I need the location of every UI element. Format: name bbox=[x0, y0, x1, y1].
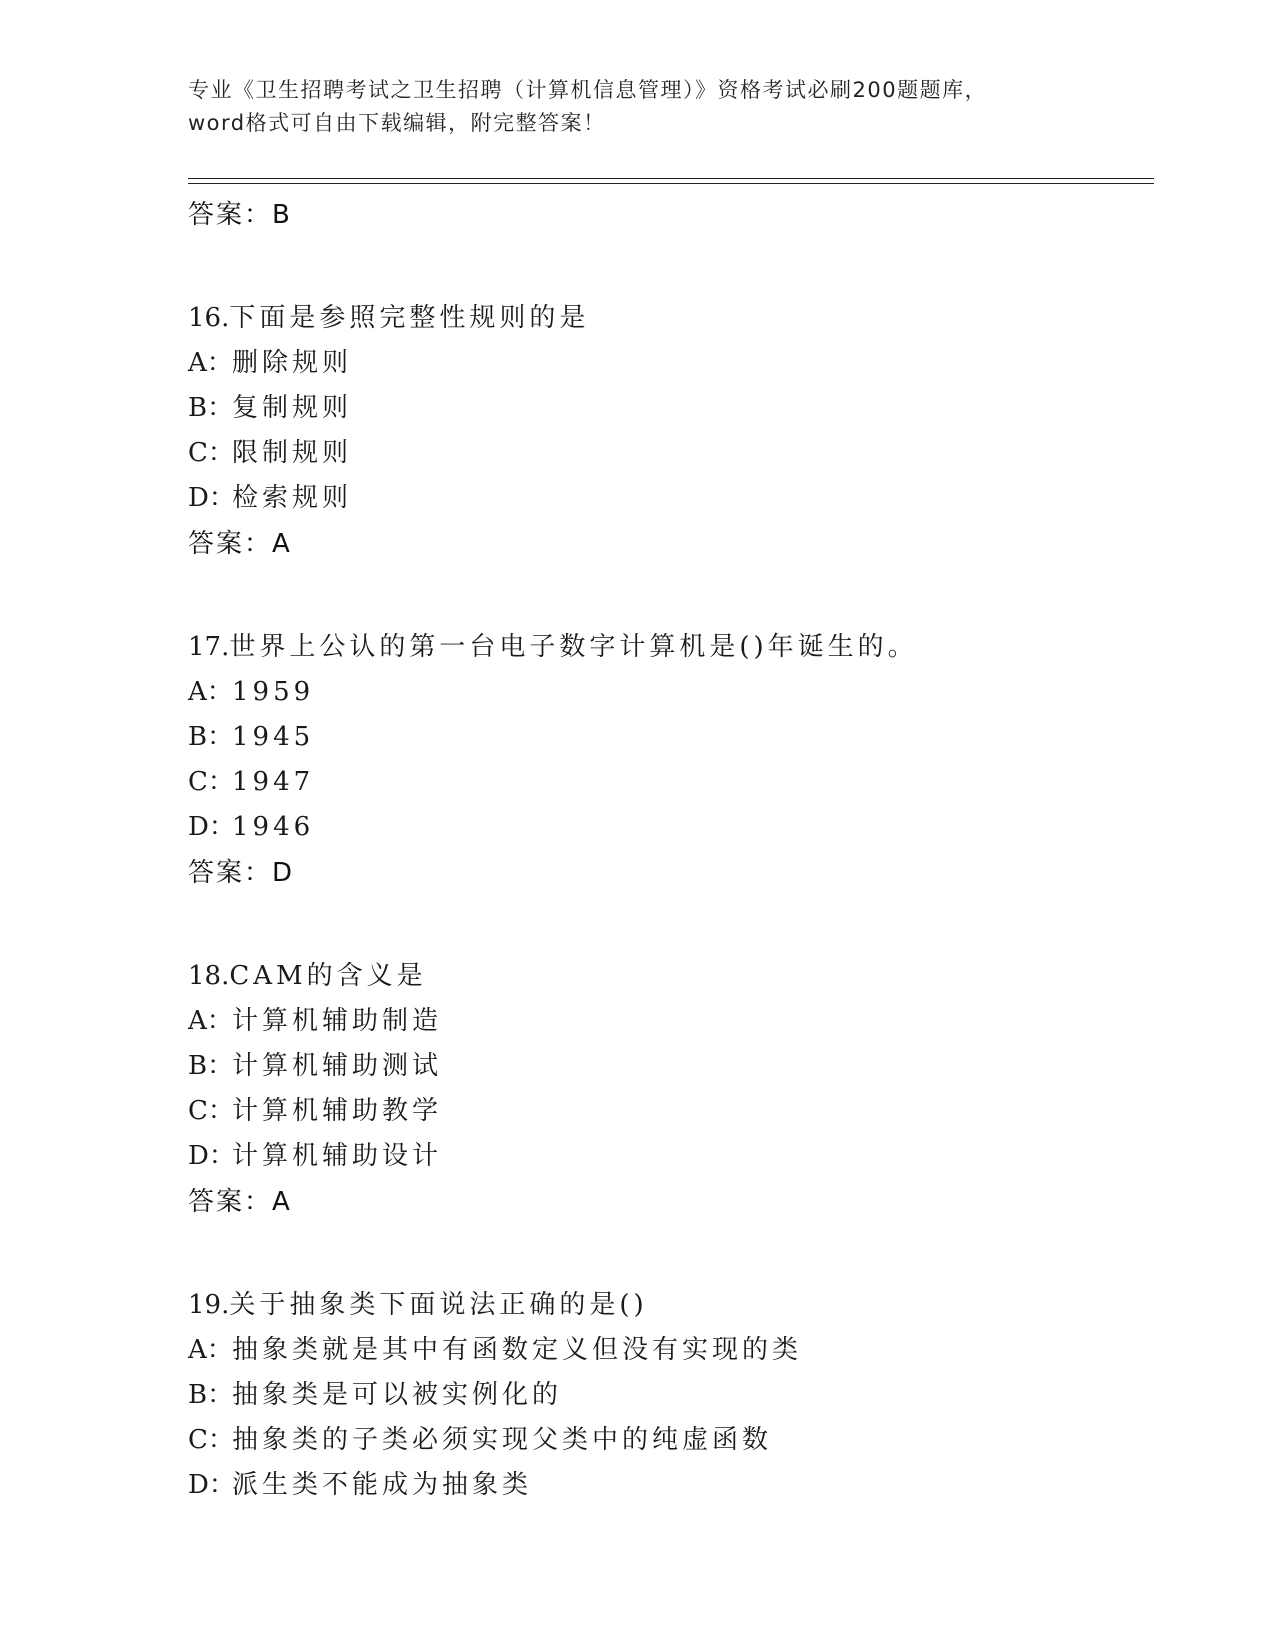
option-key: A： bbox=[188, 348, 233, 378]
option-text: 计算机辅助设计 bbox=[232, 1141, 443, 1171]
answer-label: 答案： bbox=[188, 200, 273, 230]
option-a bbox=[188, 341, 1148, 386]
header-divider-top bbox=[188, 178, 1154, 179]
option-text: 抽象类就是其中有函数定义但没有实现的类 bbox=[232, 1335, 803, 1365]
option-text: 1959 bbox=[232, 677, 315, 707]
question-text: 关于抽象类下面说法正确的是() bbox=[229, 1290, 648, 1320]
question-block bbox=[188, 296, 1148, 567]
option-key: B： bbox=[188, 1051, 234, 1081]
option-c bbox=[188, 760, 1148, 805]
answer-line bbox=[188, 192, 1148, 238]
answer-label: 答案： bbox=[188, 529, 273, 559]
option-d bbox=[188, 476, 1148, 521]
option-key: D： bbox=[188, 812, 235, 842]
answer-line bbox=[188, 521, 1148, 567]
question-block bbox=[188, 954, 1148, 1225]
answer-line bbox=[188, 850, 1148, 896]
answer-value: A bbox=[272, 1187, 292, 1217]
option-text: 抽象类的子类必须实现父类中的纯虚函数 bbox=[232, 1425, 773, 1455]
question-text: CAM的含义是 bbox=[229, 961, 427, 991]
option-d bbox=[188, 1134, 1148, 1179]
option-text: 计算机辅助测试 bbox=[232, 1051, 443, 1081]
question-title bbox=[188, 954, 1148, 999]
option-key: D： bbox=[188, 483, 235, 513]
question-text: 世界上公认的第一台电子数字计算机是()年诞生的。 bbox=[229, 632, 918, 662]
option-key: C： bbox=[188, 1425, 234, 1455]
question-number: 19. bbox=[188, 1290, 230, 1320]
answer-line bbox=[188, 1179, 1148, 1225]
option-key: B： bbox=[188, 722, 234, 752]
answer-value: A bbox=[272, 529, 292, 559]
option-a bbox=[188, 670, 1148, 715]
option-b bbox=[188, 1373, 1148, 1418]
option-text: 复制规则 bbox=[232, 393, 353, 423]
option-key: A： bbox=[188, 1006, 233, 1036]
option-text: 1946 bbox=[232, 812, 315, 842]
question-number: 18. bbox=[188, 961, 230, 991]
option-c bbox=[188, 1418, 1148, 1463]
question-block bbox=[188, 1283, 1148, 1508]
option-a bbox=[188, 999, 1148, 1044]
option-key: A： bbox=[188, 677, 233, 707]
option-key: C： bbox=[188, 1096, 234, 1126]
option-text: 计算机辅助制造 bbox=[232, 1006, 443, 1036]
header-divider-bottom bbox=[188, 183, 1154, 184]
answer-label: 答案： bbox=[188, 858, 273, 888]
option-key: B： bbox=[188, 1380, 234, 1410]
option-text: 派生类不能成为抽象类 bbox=[232, 1470, 533, 1500]
option-b bbox=[188, 386, 1148, 431]
question-title bbox=[188, 1283, 1148, 1328]
option-d bbox=[188, 805, 1148, 850]
answer-value: D bbox=[272, 858, 295, 888]
option-text: 1947 bbox=[232, 767, 315, 797]
question-block bbox=[188, 625, 1148, 896]
option-c bbox=[188, 431, 1148, 476]
question-title bbox=[188, 625, 1148, 670]
option-text: 计算机辅助教学 bbox=[232, 1096, 443, 1126]
option-key: B： bbox=[188, 393, 234, 423]
answer-value: B bbox=[272, 200, 292, 230]
question-number: 17. bbox=[188, 632, 230, 662]
option-text: 限制规则 bbox=[232, 438, 353, 468]
option-d bbox=[188, 1463, 1148, 1508]
question-text: 下面是参照完整性规则的是 bbox=[229, 303, 590, 333]
answer-label: 答案： bbox=[188, 1187, 273, 1217]
option-text: 检索规则 bbox=[232, 483, 353, 513]
question-title bbox=[188, 296, 1148, 341]
option-c bbox=[188, 1089, 1148, 1134]
option-text: 抽象类是可以被实例化的 bbox=[232, 1380, 563, 1410]
option-text: 删除规则 bbox=[232, 348, 353, 378]
option-key: C： bbox=[188, 438, 234, 468]
option-a bbox=[188, 1328, 1148, 1373]
option-b bbox=[188, 715, 1148, 760]
question-number: 16. bbox=[188, 303, 230, 333]
option-text: 1945 bbox=[232, 722, 315, 752]
question-list bbox=[188, 188, 1148, 1508]
document-header bbox=[188, 74, 1088, 140]
option-key: C： bbox=[188, 767, 234, 797]
option-key: D： bbox=[188, 1470, 235, 1500]
option-key: A： bbox=[188, 1335, 233, 1365]
option-b bbox=[188, 1044, 1148, 1089]
header-line-2: word格式可自由下载编辑，附完整答案！ bbox=[188, 111, 606, 135]
header-line-1: 专业《卫生招聘考试之卫生招聘（计算机信息管理）》资格考试必刷200题题库， bbox=[188, 78, 988, 102]
option-key: D： bbox=[188, 1141, 235, 1171]
